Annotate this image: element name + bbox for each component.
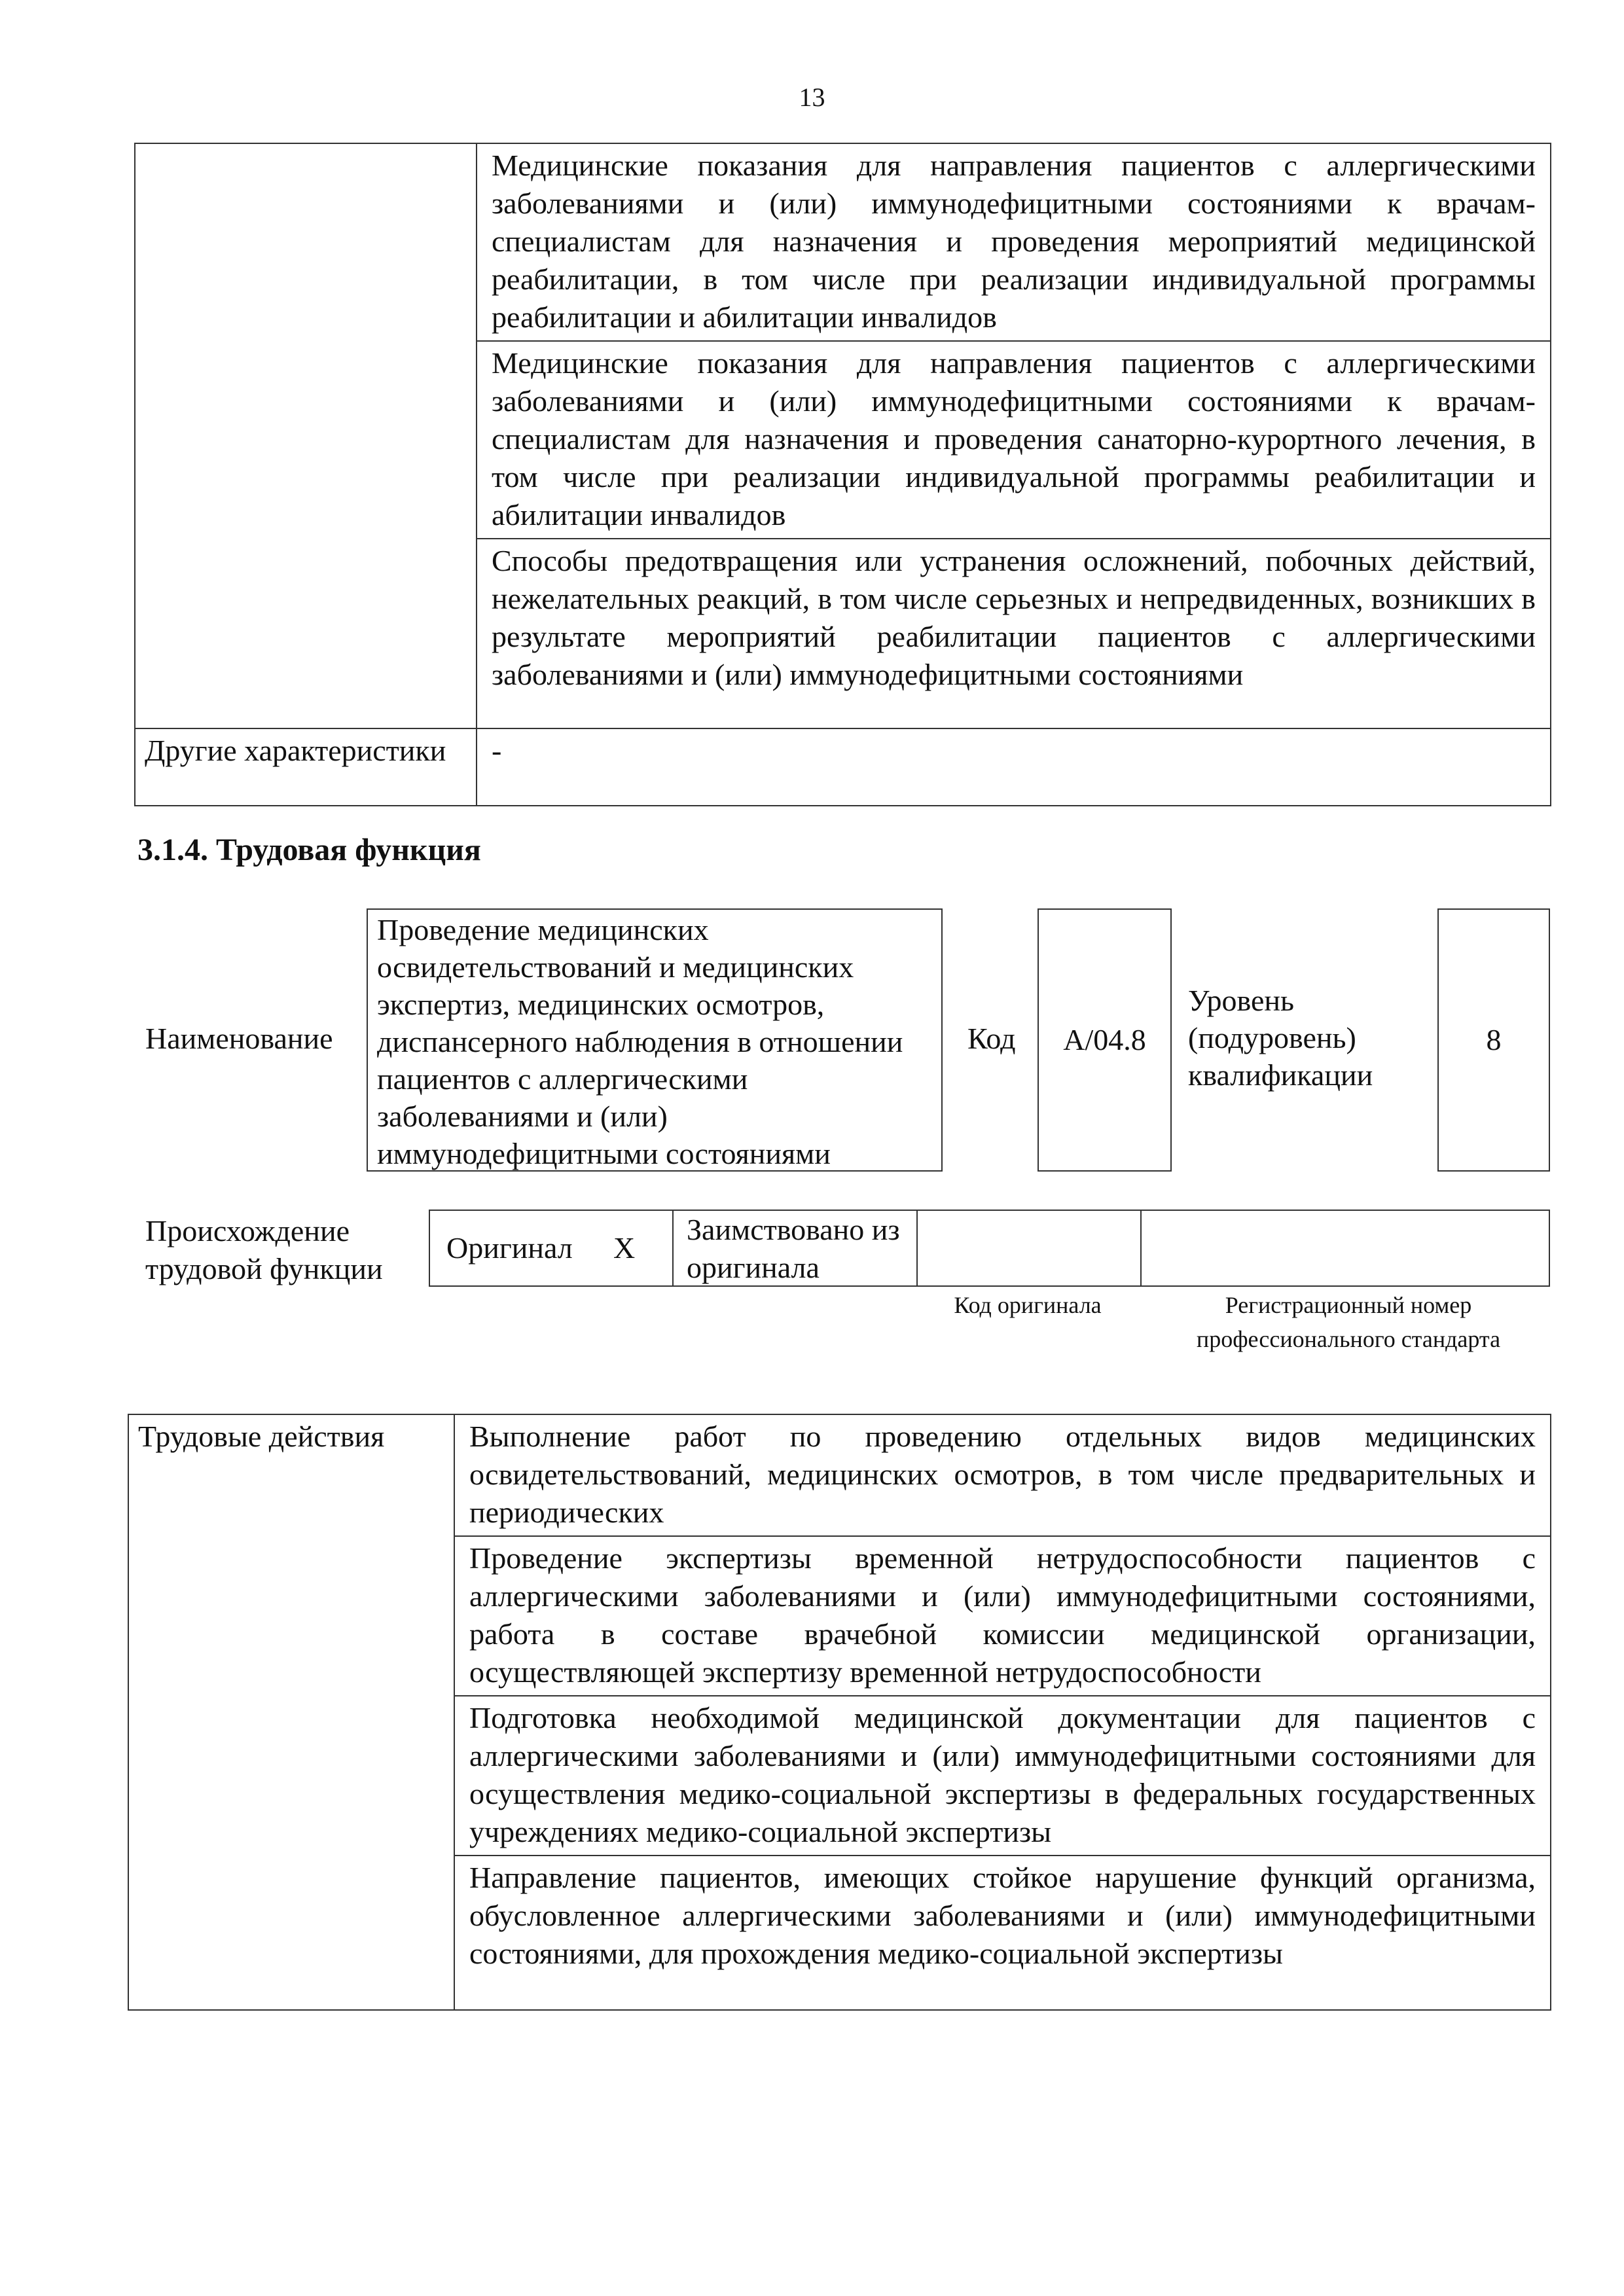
- table-row: Выполнение работ по проведению отдельных видов медицинских освидетельствований, медицинских осмотров, в том числе предварительных и периодических: [454, 1414, 1551, 1536]
- table-row: Медицинские показания для направления пациентов с аллергическими заболеваниями и (или) иммунодефицитными состояниями к врачам-специалистам для назначения и проведения мероприятий медицинской реабилитации, в том числе при реализации индивидуальной программы реабилитации и абилитации инвалидов: [477, 143, 1551, 341]
- table-row: Медицинские показания для направления пациентов с аллергическими заболеваниями и (или) иммунодефицитными состояниями к врачам-специалистам для назначения и проведения санаторно-курортного лечения, в том числе при реализации индивидуальной программы реабилитации и абилитации инвалидов: [477, 341, 1551, 539]
- origin-row: [429, 1210, 1550, 1287]
- other-characteristics-label: Другие характеристики: [135, 728, 477, 806]
- table-row: Подготовка необходимой медицинской документации для пациентов с аллергическими заболеваниями и (или) иммунодефицитными состояниями для осуществления медико-социальной экспертизы в федеральных государственных учреждениях медико-социальной экспертизы: [454, 1696, 1551, 1856]
- table-row: Направление пациентов, имеющих стойкое нарушение функций организма, обусловленное аллергическими заболеваниями и (или) иммунодефицитными состояниями, для прохождения медико-социальной экспертизы: [454, 1856, 1551, 2010]
- actions-table: [128, 1414, 1551, 2011]
- code-value: A/04.8: [1063, 1023, 1146, 1056]
- page-number: 13: [799, 82, 825, 112]
- level-label: Уровень (подуровень) квалификации: [1188, 984, 1373, 1092]
- level-box: [1437, 908, 1550, 1172]
- level-value: 8: [1486, 1023, 1502, 1056]
- other-characteristics-value: -: [477, 728, 1551, 806]
- divider: [916, 1210, 918, 1287]
- origin-label: Происхождение трудовой функции: [145, 1214, 383, 1285]
- code-original-caption: Код оригинала: [954, 1292, 1102, 1318]
- actions-label: Трудовые действия: [128, 1414, 454, 2010]
- borrowed-label: Заимствовано из оригинала: [687, 1213, 900, 1284]
- section-heading: 3.1.4. Трудовая функция: [137, 833, 481, 867]
- function-name-box: Проведение медицинских освидетельствований и медицинских экспертиз, медицинских осмотров, диспансерного наблюдения в отношении пациентов с аллергическими заболеваниями и (или) иммунодефицитными состояниями: [367, 908, 943, 1172]
- table-row: Проведение экспертизы временной нетрудоспособности пациентов с аллергическими заболеваниями и (или) иммунодефицитными состояниями, работа в составе врачебной комиссии медицинской организации, осуществляющей экспертизу временной нетрудоспособности: [454, 1536, 1551, 1696]
- top-table-label-cell: [135, 143, 477, 728]
- code-box: [1038, 908, 1172, 1172]
- divider: [672, 1210, 674, 1287]
- name-label: Наименование: [145, 1022, 333, 1055]
- divider: [1140, 1210, 1142, 1287]
- table-row: Способы предотвращения или устранения осложнений, побочных действий, нежелательных реакций, в том числе серьезных и непредвиденных, возникших в результате мероприятий реабилитации пациентов с аллергическими заболеваниями и (или) иммунодефицитными состояниями: [477, 539, 1551, 728]
- reg-number-caption: Регистрационный номер профессионального стандарта: [1196, 1292, 1501, 1352]
- top-table: [134, 143, 1551, 806]
- code-label: Код: [967, 1022, 1016, 1055]
- original-label: Оригинал: [446, 1231, 573, 1265]
- original-mark: X: [613, 1231, 636, 1265]
